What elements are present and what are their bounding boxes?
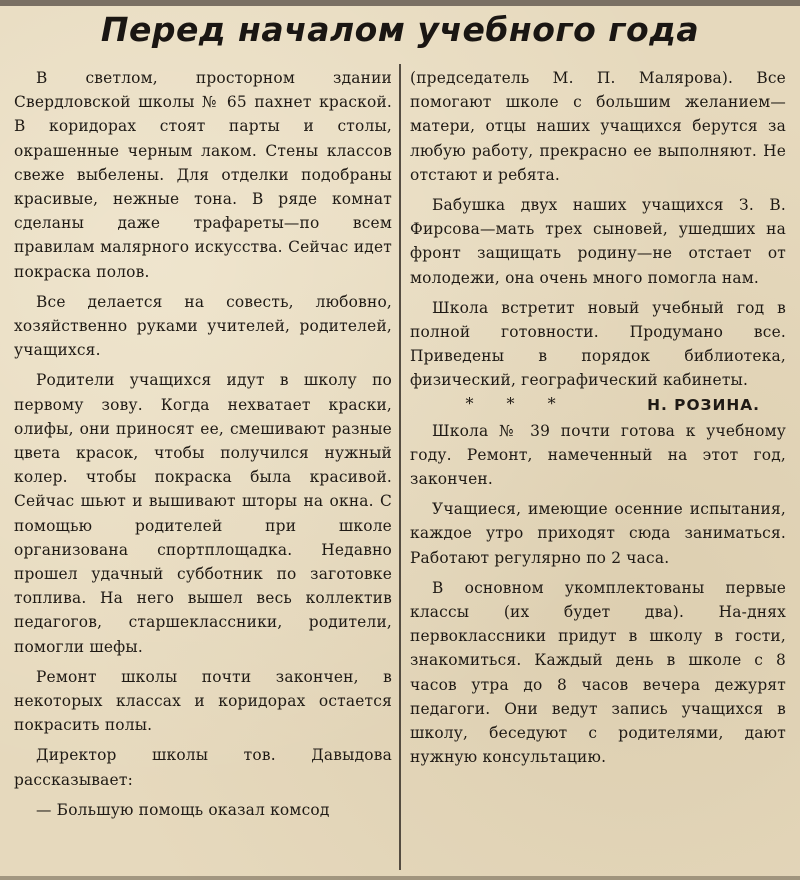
paragraph: — Большую помощь оказал комсод xyxy=(36,800,330,819)
paragraph: Бабушка двух наших учащихся З. В. Фирсова—мать трех сыновей, ушедших на фронт защищать родину—не отстает от молодежи, она очень много помогла нам. xyxy=(410,196,786,287)
closing-text: Школа встретит новый учебный год в полной готовности. Продумано все. Приведены в порядок библиотека, физический, географический кабинеты. xyxy=(410,298,786,390)
column-divider xyxy=(399,64,401,870)
headline: Перед началом учебного года xyxy=(100,10,700,49)
paragraph: Ремонт школы почти закончен, в некоторых классах и коридорах остается покрасить полы. xyxy=(14,667,392,735)
top-rule xyxy=(0,0,800,6)
paragraph: Родители учащихся идут в школу по первому зову. Когда нехватает краски, олифы, они приносят ее, смешивают разные цвета красок, чтобы получился нужный колер. чтобы покраска была красивой. Сейчас шьют и вышивают шторы на окна. С помощью родителей при школе организована спортплощадка. Недавно прошел удачный субботник по заготовке топлива. На него вышел весь коллектив педагогов, старшеклассники, родители, помогли шефы. xyxy=(14,371,392,656)
left-column xyxy=(14,66,392,822)
paragraph: Все делается на совесть, любовно, хозяйственно руками учителей, родителей, учащихся. xyxy=(14,292,392,360)
paragraph-continuation: (председатель М. П. Малярова). Все помогают школе с большим желанием—матери, отцы наших учащихся берутся за любую работу, прекрасно ее выполняют. Не отстают и ребята. xyxy=(410,69,786,184)
paragraph: В основном укомплектованы первые классы (их будет два). На-днях первоклассники придут в школу в гости, знакомиться. Каждый день в школе с 8 часов утра до 8 часов вечера дежурят педагоги. Они ведут запись учащихся в школу, беседуют с родителями, дают нужную консультацию. xyxy=(410,578,786,767)
author-signature: Н. РОЗИНА. xyxy=(647,395,760,414)
right-column xyxy=(410,66,786,769)
paragraph: В светлом, просторном здании Свердловской школы № 65 пахнет краской. В коридорах стоят парты и столы, окрашенные черным лаком. Стены классов свеже выбелены. Для отделки подобраны красивые, нежные тона. В ряде комнат сделаны даже трафареты—по всем правилам малярного искусства. Сейчас идет покраска полов. xyxy=(14,69,392,281)
paragraph: Директор школы тов. Давыдова рассказывает: xyxy=(14,746,392,789)
closing-paragraph xyxy=(410,296,786,414)
paragraph: Учащиеся, имеющие осенние испытания, каждое утро приходят сюда заниматься. Работают регулярно по 2 часа. xyxy=(410,500,786,567)
section-separator: * * * xyxy=(465,393,570,413)
paragraph: Школа № 39 почти готова к учебному году. Ремонт, намеченный на этот год, закончен. xyxy=(410,421,786,489)
bottom-edge xyxy=(0,876,800,880)
